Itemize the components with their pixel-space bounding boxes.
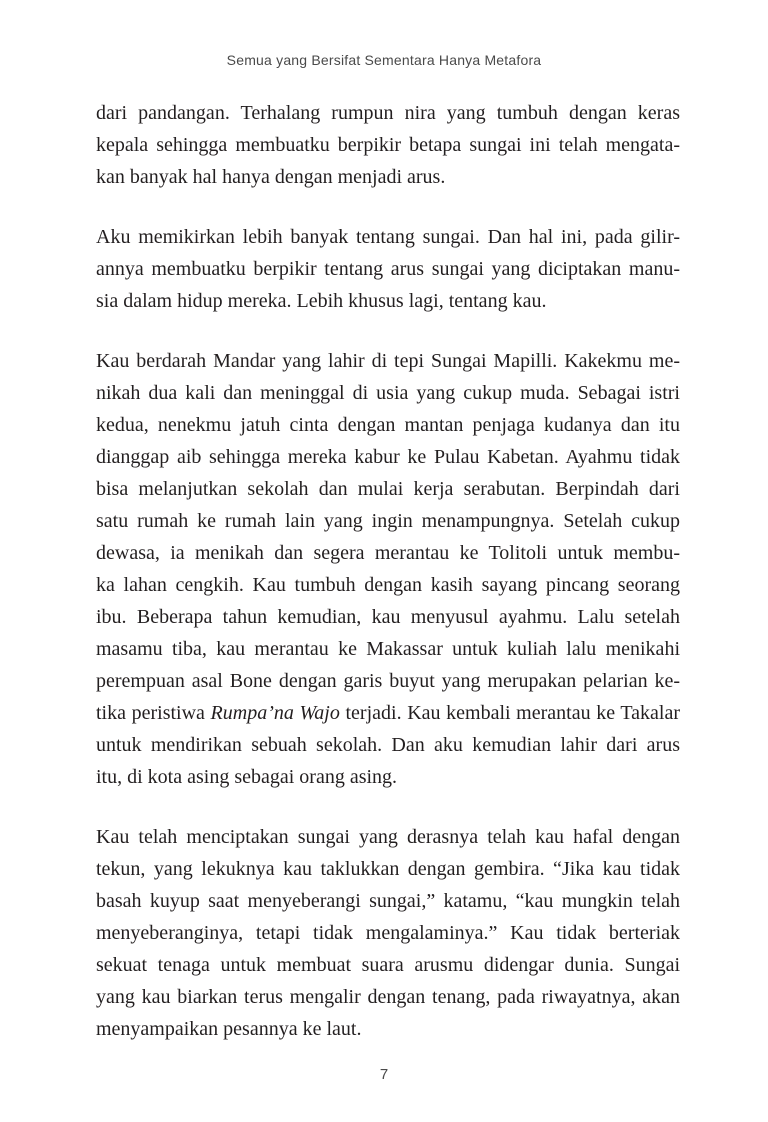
text-line: kepala sehingga membuatku berpikir betapa sungai ini telah mengata-: [96, 134, 680, 156]
text-line: tekun, yang lekuknya kau taklukkan dengan gembira. “Jika kau tidak: [96, 858, 680, 880]
page-number: 7: [379, 1066, 389, 1083]
text-line: Kau telah menciptakan sungai yang derasnya telah kau hafal dengan: [96, 826, 680, 848]
text-line: bisa melanjutkan sekolah dan mulai kerja serabutan. Berpindah dari: [96, 478, 680, 500]
text-line: kan banyak hal hanya dengan menjadi arus.: [96, 166, 446, 188]
paragraph-4: [96, 821, 680, 1045]
text-line: Kau berdarah Mandar yang lahir di tepi Sungai Mapilli. Kakekmu me-: [96, 350, 680, 372]
running-header: Semua yang Bersifat Sementara Hanya Metafora: [226, 52, 542, 68]
text-line-with-italic: [96, 697, 680, 729]
text-line: sekuat tenaga untuk membuat suara arusmu didengar dunia. Sungai: [96, 954, 680, 976]
text-line: dari pandangan. Terhalang rumpun nira yang tumbuh dengan keras: [96, 102, 680, 124]
italic-title: Rumpa’na Wajo: [210, 702, 340, 724]
paragraph-2: [96, 221, 680, 317]
text-run: tika peristiwa: [96, 702, 211, 724]
text-line: Aku memikirkan lebih banyak tentang sungai. Dan hal ini, pada gilir-: [96, 226, 680, 248]
paragraph-1: [96, 97, 680, 193]
text-line: ibu. Beberapa tahun kemudian, kau menyusul ayahmu. Lalu setelah: [96, 606, 680, 628]
text-line: menyampaikan pesannya ke laut.: [96, 1018, 362, 1040]
text-line: dewasa, ia menikah dan segera merantau ke Tolitoli untuk membu-: [96, 542, 680, 564]
text-line: masamu tiba, kau merantau ke Makassar untuk kuliah lalu menikahi: [96, 638, 680, 660]
text-line: untuk mendirikan sebuah sekolah. Dan aku kemudian lahir dari arus: [96, 734, 680, 756]
text-line: annya membuatku berpikir tentang arus sungai yang diciptakan manu-: [96, 258, 680, 280]
text-line: sia dalam hidup mereka. Lebih khusus lagi, tentang kau.: [96, 290, 547, 312]
page-body: [96, 97, 680, 1073]
text-line: dianggap aib sehingga mereka kabur ke Pulau Kabetan. Ayahmu tidak: [96, 446, 680, 468]
paragraph-3: [96, 345, 680, 793]
text-line: yang kau biarkan terus mengalir dengan tenang, pada riwayatnya, akan: [96, 986, 680, 1008]
text-line: perempuan asal Bone dengan garis buyut yang merupakan pelarian ke-: [96, 670, 680, 692]
text-line: basah kuyup saat menyeberangi sungai,” katamu, “kau mungkin telah: [96, 890, 680, 912]
text-line: ka lahan cengkih. Kau tumbuh dengan kasih sayang pincang seorang: [96, 574, 680, 596]
text-line: satu rumah ke rumah lain yang ingin menampungnya. Setelah cukup: [96, 510, 680, 532]
text-line: kedua, nenekmu jatuh cinta dengan mantan penjaga kudanya dan itu: [96, 414, 680, 436]
text-line: nikah dua kali dan meninggal di usia yang cukup muda. Sebagai istri: [96, 382, 680, 404]
text-line: menyeberanginya, tetapi tidak mengalaminya.” Kau tidak berteriak: [96, 922, 680, 944]
text-run: terjadi. Kau kembali merantau ke Takalar: [339, 702, 680, 724]
text-line: itu, di kota asing sebagai orang asing.: [96, 766, 398, 788]
